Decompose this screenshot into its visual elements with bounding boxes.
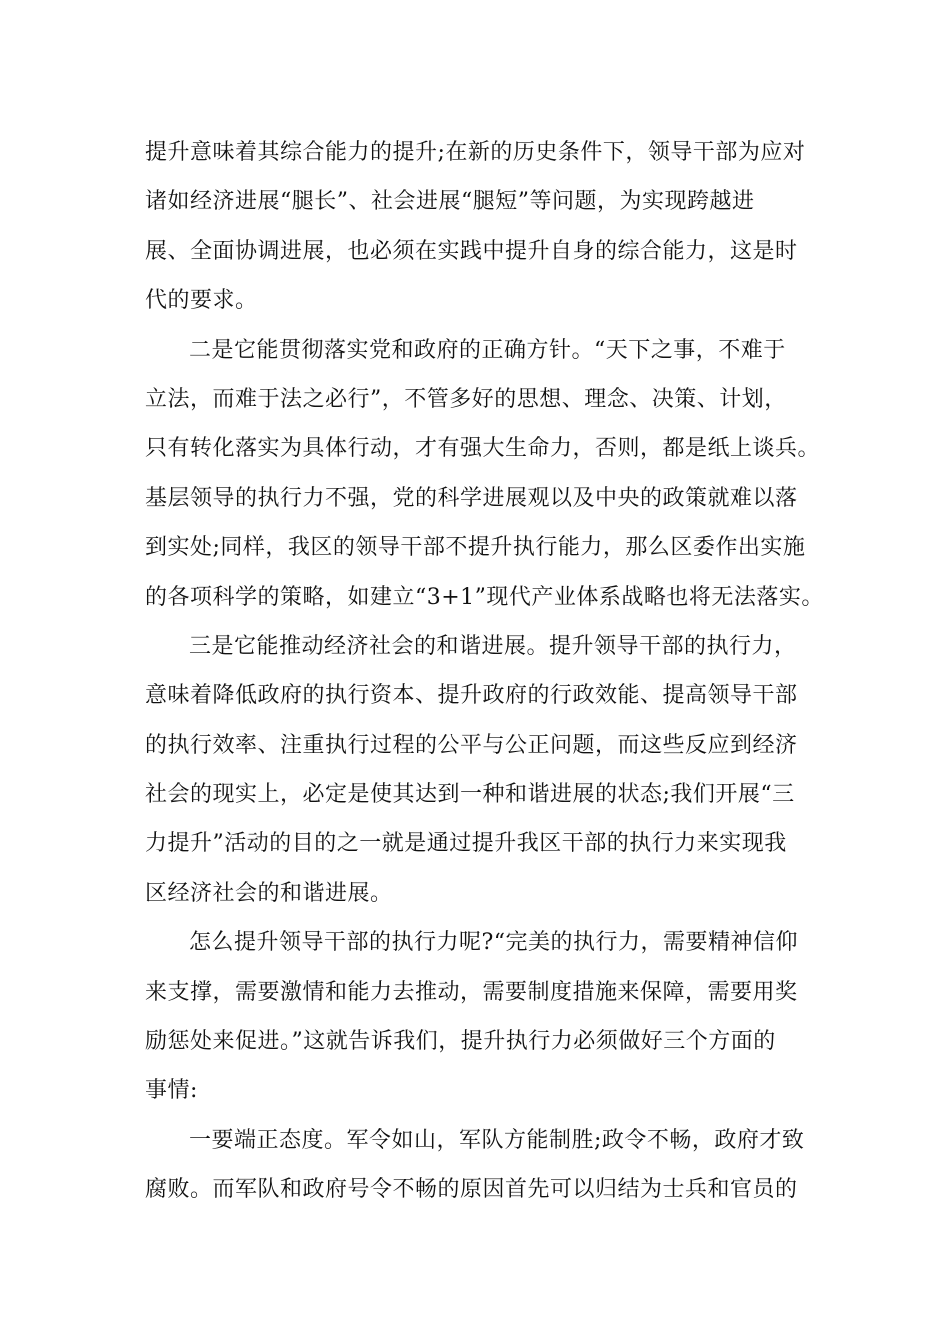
text-line: 力提升”活动的目的之一就是通过提升我区干部的执行力来实现我 (145, 831, 787, 857)
text-line: 展、全面协调进展，也必须在实践中提升自身的综合能力，这是时 (145, 238, 798, 264)
text-line: 腐败。而军队和政府号令不畅的原因首先可以归结为士兵和官员的 (145, 1177, 798, 1203)
paragraph-2 (145, 326, 825, 622)
text-line: 的执行效率、注重执行过程的公平与公正问题，而这些反应到经济 (145, 732, 798, 758)
body-text (145, 128, 825, 1215)
text-line: 事情: (145, 1078, 198, 1104)
text-line: 意味着降低政府的执行资本、提升政府的行政效能、提高领导干部 (145, 683, 798, 709)
text-line: 的各项科学的策略，如建立“3+1”现代产业体系战略也将无法落实。 (145, 584, 824, 610)
text-line: 二是它能贯彻落实党和政府的正确方针。“天下之事，不难于 (189, 337, 786, 363)
text-line: 到实处;同样，我区的领导干部不提升执行能力，那么区委作出实施 (145, 535, 806, 561)
text-line: 区经济社会的和谐进展。 (145, 880, 393, 906)
text-line: 只有转化落实为具体行动，才有强大生命力，否则，都是纸上谈兵。 (145, 436, 821, 462)
text-line: 代的要求。 (145, 288, 258, 314)
text-line: 诸如经济进展“腿长”、社会进展“腿短”等问题，为实现跨越进 (145, 189, 755, 215)
text-line: 怎么提升领导干部的执行力呢?“完美的执行力，需要精神信仰 (189, 930, 799, 956)
text-line: 励惩处来促进。”这就告诉我们，提升执行力必须做好三个方面的 (145, 1029, 776, 1055)
paragraph-4 (145, 918, 825, 1116)
text-line: 来支撑，需要激情和能力去推动，需要制度措施来保障，需要用奖 (145, 979, 798, 1005)
paragraph-5 (145, 1116, 825, 1215)
text-line: 三是它能推动经济社会的和谐进展。提升领导干部的执行力， (189, 633, 797, 659)
text-line: 社会的现实上，必定是使其达到一种和谐进展的状态;我们开展“三 (145, 782, 795, 808)
text-line: 提升意味着其综合能力的提升;在新的历史条件下，领导干部为应对 (145, 140, 806, 165)
text-line: 基层领导的执行力不强，党的科学进展观以及中央的政策就难以落 (145, 485, 798, 511)
paragraph-3 (145, 622, 825, 918)
text-line: 一要端正态度。军令如山，军队方能制胜;政令不畅，政府才致 (189, 1127, 805, 1153)
text-line: 立法，而难于法之必行”，不管多好的思想、理念、决策、计划， (145, 386, 787, 412)
paragraph-1 (145, 128, 825, 326)
